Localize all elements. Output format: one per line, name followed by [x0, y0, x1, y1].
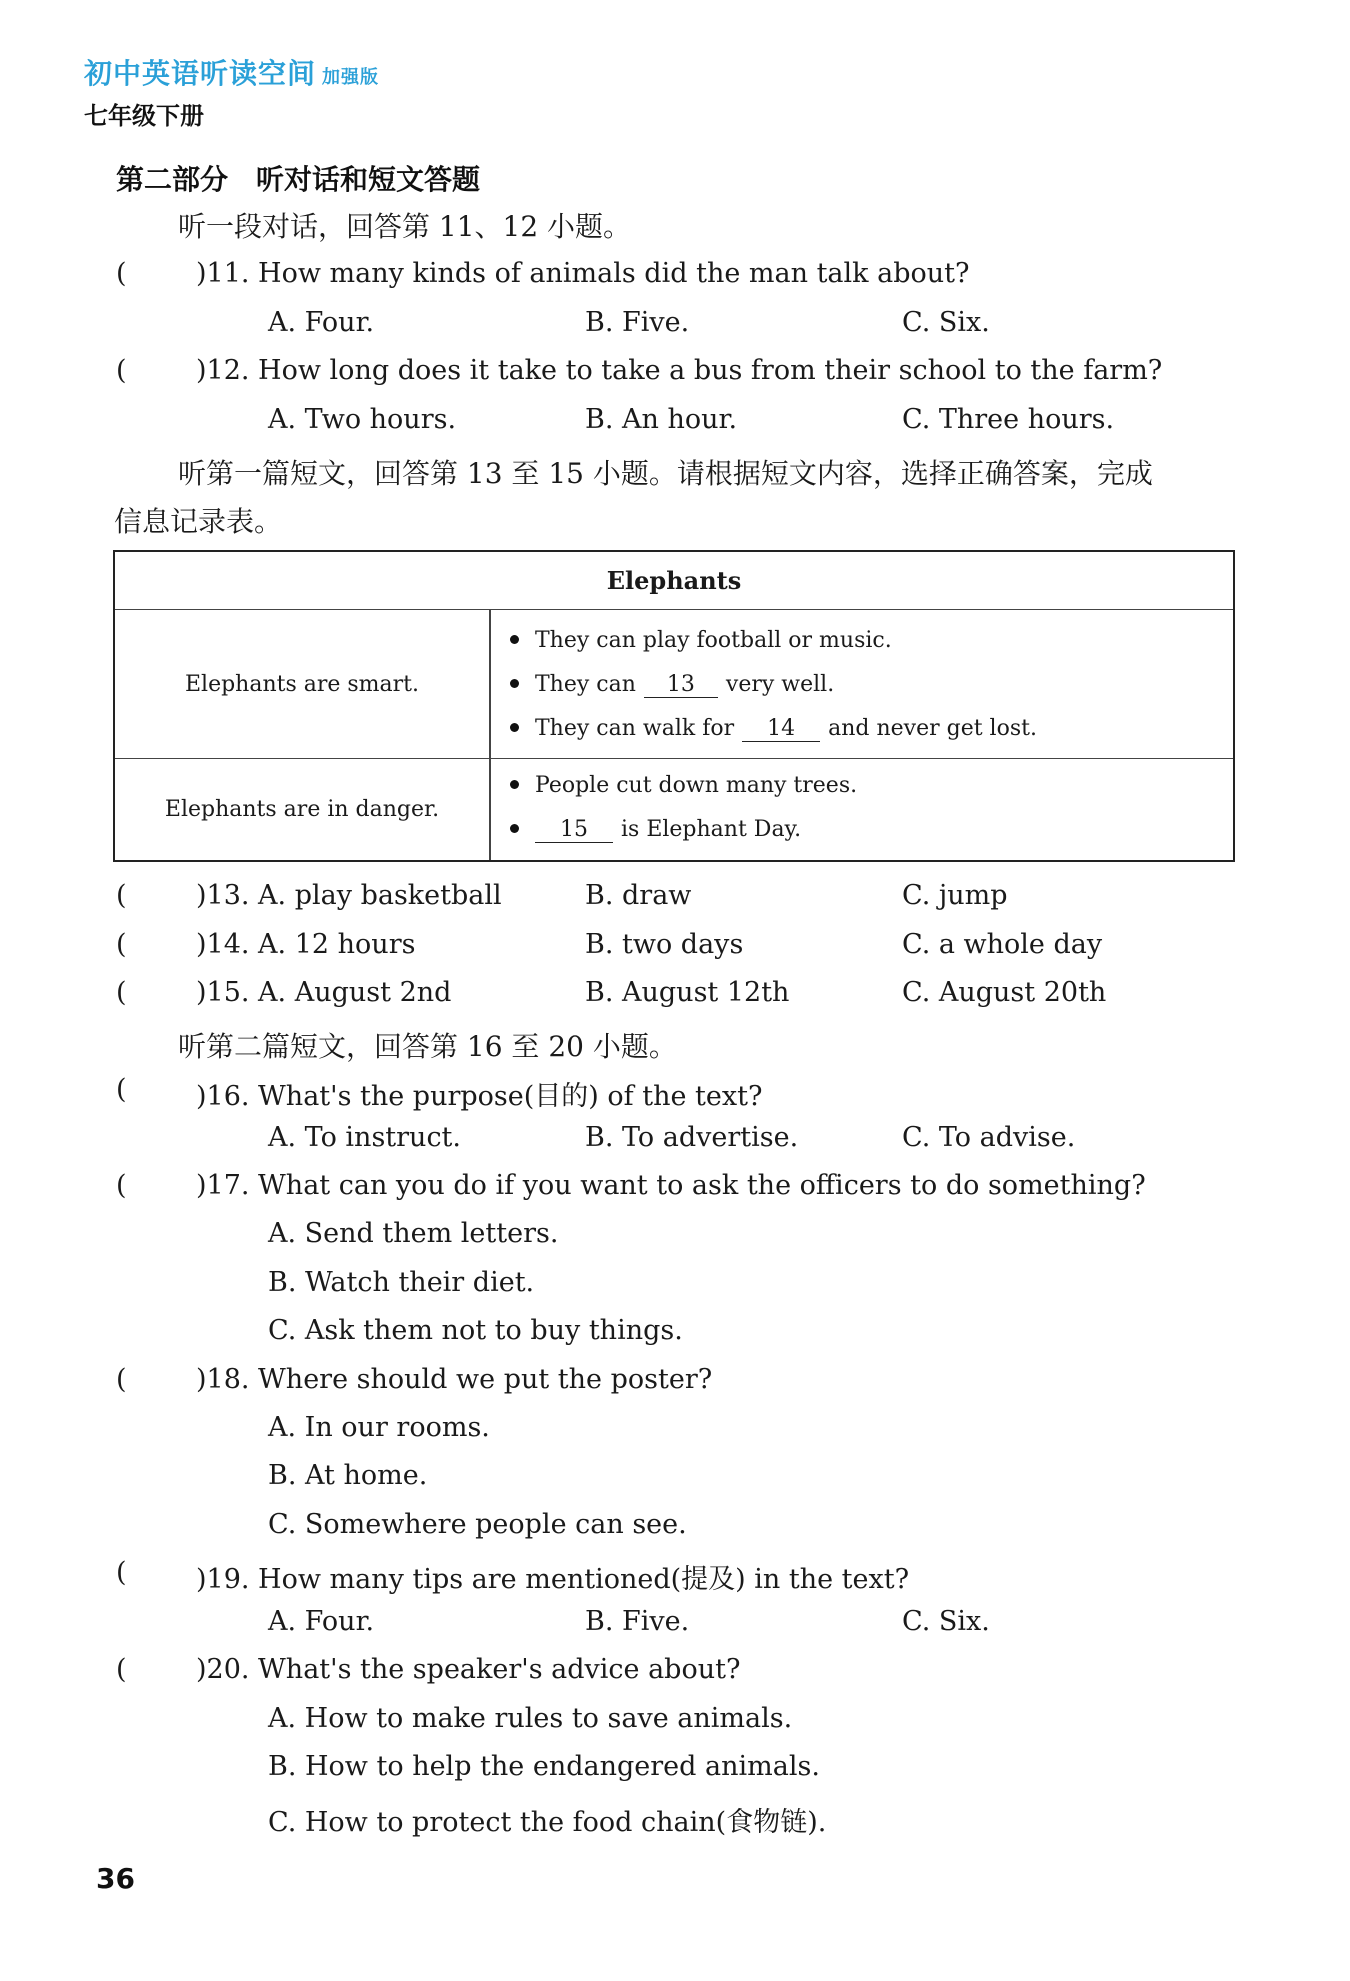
bullet-text: very well. [725, 672, 835, 697]
bullet-text: and never get lost. [828, 716, 1037, 741]
section-title: 第二部分 听对话和短文答题 [116, 163, 481, 196]
table-bullet [510, 817, 801, 843]
answer-paren: ( [116, 977, 127, 1008]
question-12-text: )12. How long does it take to take a bus from their school to the farm? [196, 355, 1163, 386]
question-11-text: )11. How many kinds of animals did the man talk about? [196, 258, 970, 289]
q15-option-c: C. August 20th [902, 977, 1107, 1008]
q17-option-b: B. Watch their diet. [268, 1267, 535, 1298]
q18-option-a: A. In our rooms. [268, 1412, 490, 1443]
q20-option-c: C. How to protect the food chain(食物链). [268, 1807, 827, 1838]
question-16-text: )16. What's the purpose(目的) of the text? [196, 1081, 763, 1112]
q20-option-b: B. How to help the endangered animals. [268, 1751, 820, 1782]
answer-paren: ( [116, 1557, 127, 1588]
table-row-label: Elephants are smart. [184, 671, 420, 697]
instruction-dialogue: 听一段对话，回答第 11、12 小题。 [178, 210, 632, 243]
book-title [84, 52, 379, 92]
question-20-text: )20. What's the speaker's advice about? [196, 1654, 741, 1685]
question-13-text: )13. A. play basketball [196, 880, 502, 911]
q12-option-b: B. An hour. [585, 404, 738, 435]
table-row-danger [115, 759, 1233, 860]
table-bullet [510, 672, 834, 698]
bullet-icon [510, 679, 519, 688]
answer-blank-14[interactable]: 14 [742, 717, 820, 742]
instruction-passage1: 听第一篇短文，回答第 13 至 15 小题。请根据短文内容，选择正确答案，完成 [178, 457, 1153, 490]
table-header: Elephants [115, 552, 1233, 610]
q11-option-c: C. Six. [902, 307, 990, 338]
table-column-divider [489, 610, 491, 860]
question-17-text: )17. What can you do if you want to ask the officers to do something? [196, 1170, 1146, 1201]
info-record-table [113, 550, 1235, 862]
question-19-text: )19. How many tips are mentioned(提及) in the text? [196, 1564, 910, 1595]
q12-option-c: C. Three hours. [902, 404, 1115, 435]
answer-blank-15[interactable]: 15 [535, 818, 613, 843]
q11-option-b: B. Five. [585, 307, 690, 338]
q19-option-b: B. Five. [585, 1606, 690, 1637]
question-14-text: )14. A. 12 hours [196, 929, 416, 960]
bullet-icon [510, 780, 519, 789]
bullet-icon [510, 635, 519, 644]
instruction-passage2: 听第二篇短文，回答第 16 至 20 小题。 [178, 1030, 677, 1063]
bullet-text: They can walk for [535, 716, 735, 741]
table-row-smart [115, 610, 1233, 759]
bullet-icon [510, 723, 519, 732]
q11-option-a: A. Four. [268, 307, 375, 338]
q19-option-c: C. Six. [902, 1606, 990, 1637]
table-bullet [510, 773, 857, 798]
q16-option-a: A. To instruct. [268, 1122, 461, 1153]
answer-paren: ( [116, 929, 127, 960]
table-row-label: Elephants are in danger. [164, 797, 440, 822]
q12-option-a: A. Two hours. [268, 404, 457, 435]
q20-option-a: A. How to make rules to save animals. [268, 1703, 793, 1734]
page-number: 36 [96, 1862, 135, 1895]
instruction-passage1-cont: 信息记录表。 [114, 505, 283, 538]
q13-option-c: C. jump [902, 880, 1008, 911]
answer-paren: ( [116, 1170, 127, 1201]
question-18-text: )18. Where should we put the poster? [196, 1364, 713, 1395]
bullet-text: is Elephant Day. [621, 817, 802, 842]
bullet-text: People cut down many trees. [535, 773, 858, 798]
q17-option-a: A. Send them letters. [268, 1218, 559, 1249]
answer-blank-13[interactable]: 13 [644, 673, 718, 698]
book-edition: 加强版 [322, 67, 380, 88]
answer-paren: ( [116, 880, 127, 911]
book-grade: 七年级下册 [84, 102, 204, 130]
q16-option-b: B. To advertise. [585, 1122, 799, 1153]
bullet-text: They can play football or music. [535, 628, 892, 653]
bullet-icon [510, 824, 519, 833]
answer-paren: ( [116, 258, 127, 289]
answer-paren: ( [116, 1364, 127, 1395]
question-15-text: )15. A. August 2nd [196, 977, 452, 1008]
q18-option-b: B. At home. [268, 1460, 428, 1491]
bullet-text: They can [535, 672, 636, 697]
answer-paren: ( [116, 355, 127, 386]
q16-option-c: C. To advise. [902, 1122, 1076, 1153]
q17-option-c: C. Ask them not to buy things. [268, 1315, 683, 1346]
answer-paren: ( [116, 1074, 127, 1105]
table-bullet [510, 716, 1037, 742]
q18-option-c: C. Somewhere people can see. [268, 1509, 687, 1540]
q13-option-b: B. draw [585, 880, 692, 911]
book-title-text: 初中英语听读空间 [84, 57, 317, 90]
q14-option-b: B. two days [585, 929, 744, 960]
q19-option-a: A. Four. [268, 1606, 375, 1637]
q14-option-c: C. a whole day [902, 929, 1103, 960]
q15-option-b: B. August 12th [585, 977, 790, 1008]
answer-paren: ( [116, 1654, 127, 1685]
table-bullet [510, 628, 892, 653]
